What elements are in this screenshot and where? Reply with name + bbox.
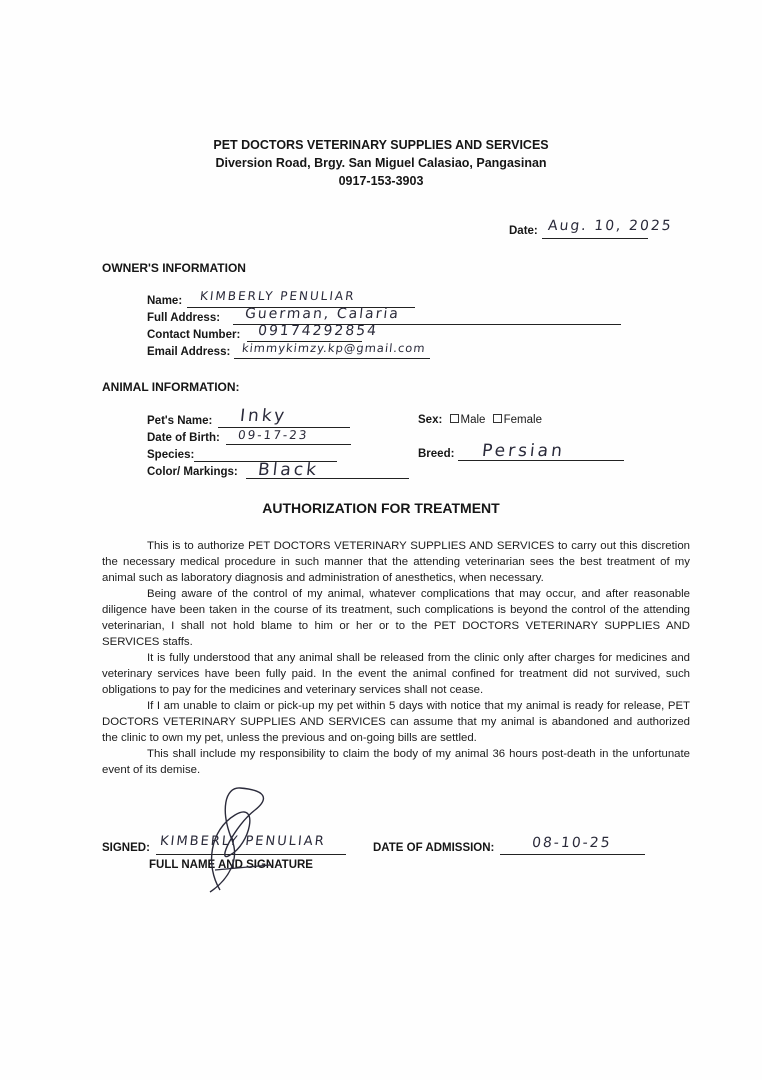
dob-label: Date of Birth:: [147, 432, 220, 444]
authorization-body: [102, 538, 690, 778]
male-option-label: Male: [460, 414, 486, 426]
signature-caption: FULL NAME AND SIGNATURE: [149, 859, 313, 871]
authorization-paragraph: This shall include my responsibility to claim the body of my animal 36 hours post-death in the unfortunate event of its demise.: [102, 748, 690, 776]
signed-label: SIGNED:: [102, 842, 150, 854]
admission-line: [500, 854, 645, 855]
owner-email-value: kimmykimzy.kp@gmail.com: [241, 341, 427, 355]
authorization-paragraph: It is fully understood that any animal shall be released from the clinic only after charges for medicines and veterinary services have been fully paid. In the event the animal confined for treatment did not survived, such obligations to pay for the medicines and veterinary services shall not cease.: [102, 652, 690, 696]
sex-label: Sex:: [418, 414, 443, 426]
owner-heading: OWNER'S INFORMATION: [102, 261, 246, 275]
date-value: Aug. 10, 2025: [547, 218, 674, 234]
male-checkbox[interactable]: [450, 414, 459, 423]
owner-contact-value: 09174292854: [257, 323, 379, 339]
admission-value: 08-10-25: [531, 835, 613, 851]
female-option-label: Female: [503, 414, 542, 426]
date-line: [542, 238, 648, 239]
owner-email-label: Email Address:: [147, 346, 231, 358]
company-address: Diversion Road, Brgy. San Miguel Calasiao, Pangasinan: [215, 156, 547, 170]
pet-name-value: Inky: [238, 406, 289, 426]
signature-scribble-icon: [180, 770, 340, 910]
company-phone: 0917-153-3903: [338, 174, 424, 188]
owner-name-label: Name:: [147, 295, 183, 307]
color-value: Black: [256, 460, 321, 480]
date-label: Date:: [509, 225, 538, 237]
dob-value: 09-17-23: [237, 428, 310, 442]
authorization-title: AUTHORIZATION FOR TREATMENT: [262, 500, 500, 516]
pet-name-label: Pet's Name:: [147, 415, 213, 427]
authorization-paragraph: Being aware of the control of my animal, whatever complications that may occur, and after reasonable diligence have been taken in the course of its treatment, such complications is beyond the control of the attending veterinarian, I shall not hold blame to him or her or to the PET DOCTORS VETERINARY SUPPLIES AND SERVICES staffs.: [102, 588, 690, 648]
female-checkbox[interactable]: [493, 414, 502, 423]
authorization-paragraph: If I am unable to claim or pick-up my pet within 5 days with notice that my animal is ready for release, PET DOCTORS VETERINARY SUPPLIES AND SERVICES can assume that my animal is abandoned and authorized the clinic to own my pet, unless the previous and on-going bills are settled.: [102, 700, 690, 744]
signed-name-value: KIMBERLY PENULIAR: [159, 834, 327, 849]
animal-heading: ANIMAL INFORMATION:: [102, 380, 240, 394]
authorization-paragraph: This is to authorize PET DOCTORS VETERINARY SUPPLIES AND SERVICES to carry out this discretion the necessary medical procedure in such manner that the attending veterinarian sees the best treatment of my animal such as laboratory diagnosis and administration of anesthetics, when necessary.: [102, 540, 690, 584]
sex-field: [418, 414, 542, 426]
owner-contact-label: Contact Number:: [147, 329, 241, 341]
owner-name-value: KIMBERLY PENULIAR: [199, 289, 357, 303]
admission-label: DATE OF ADMISSION:: [373, 842, 495, 854]
breed-value: Persian: [480, 441, 566, 461]
species-label: Species:: [147, 449, 195, 461]
owner-email-line: [234, 358, 430, 359]
dob-line: [226, 444, 351, 445]
owner-address-label: Full Address:: [147, 312, 221, 324]
owner-address-value: Guerman, Calaria: [244, 306, 401, 322]
company-name: PET DOCTORS VETERINARY SUPPLIES AND SERVICES: [213, 138, 549, 152]
color-label: Color/ Markings:: [147, 466, 238, 478]
breed-label: Breed:: [418, 448, 455, 460]
